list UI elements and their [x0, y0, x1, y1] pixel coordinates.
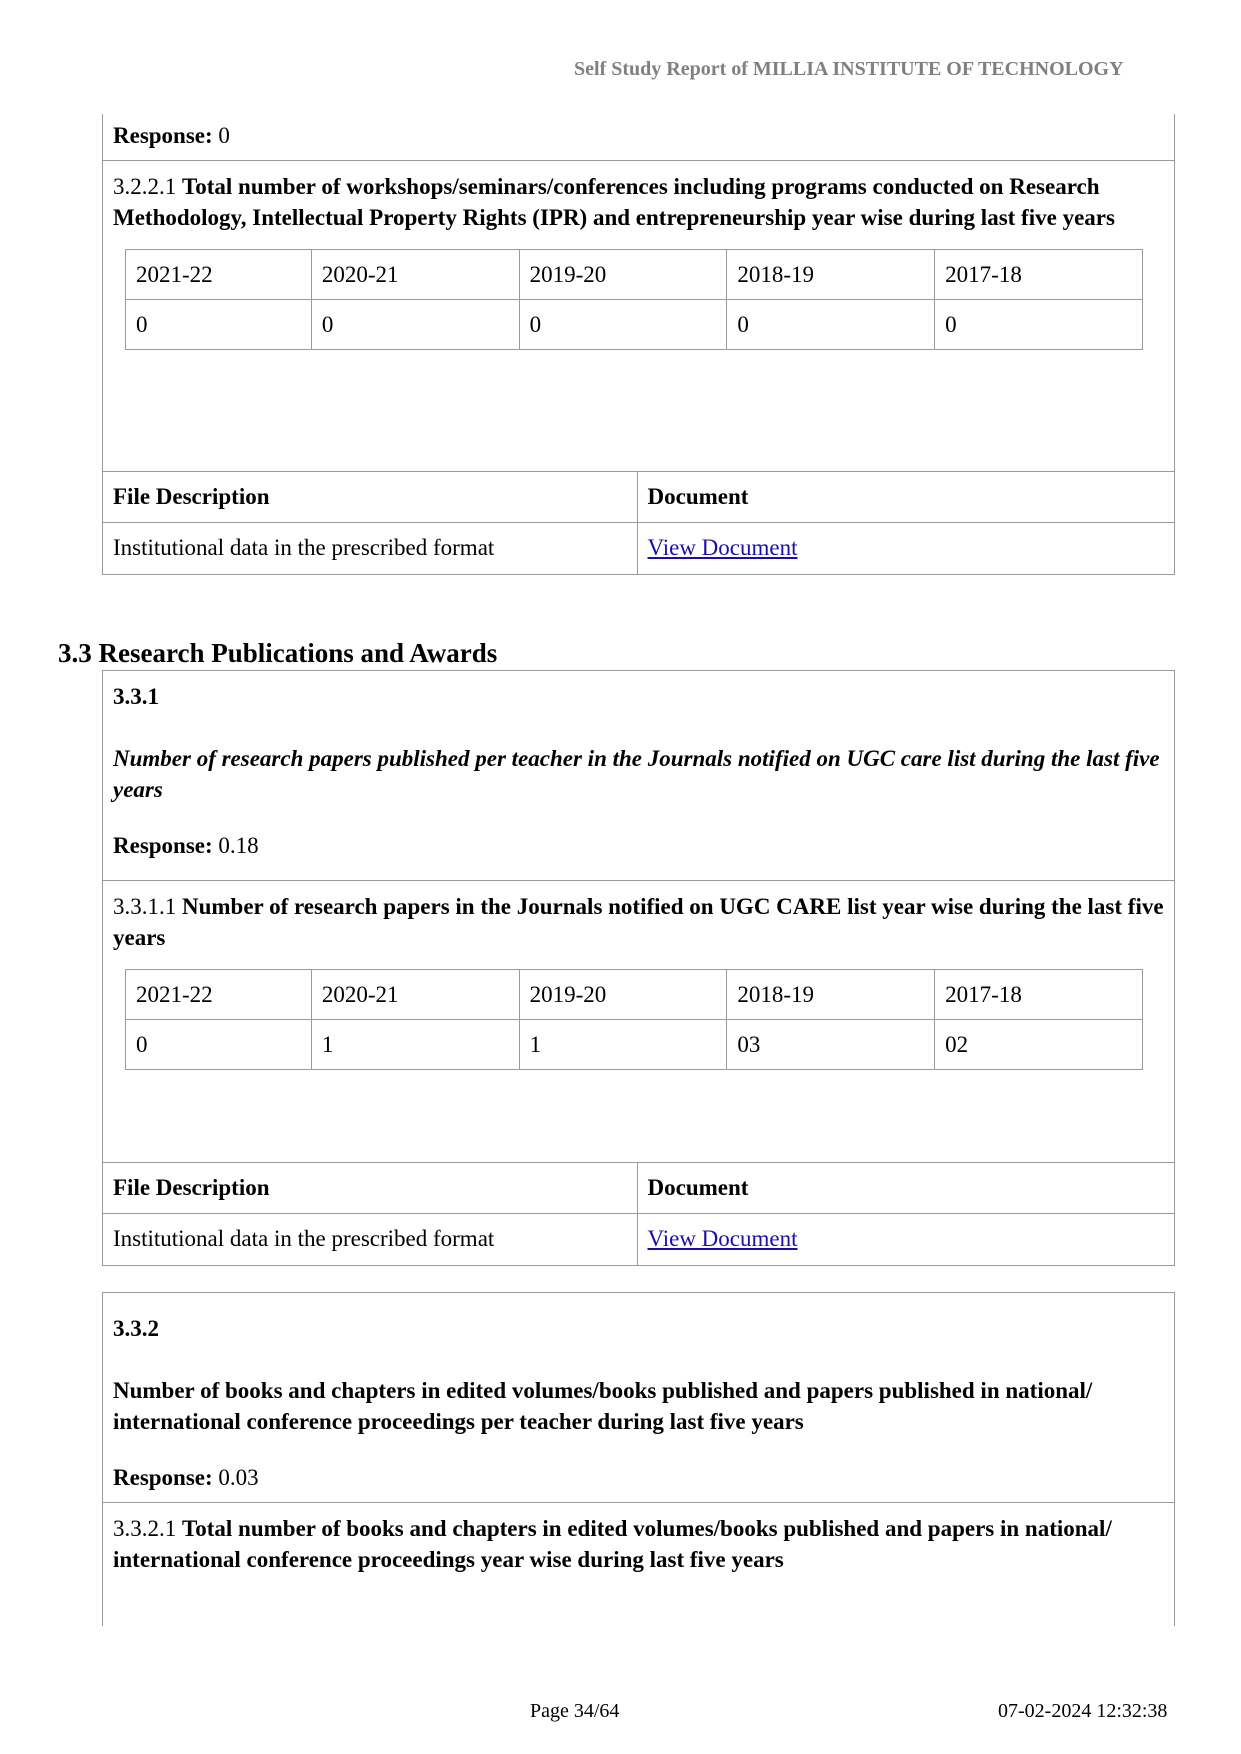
- value-cell: 0: [727, 300, 935, 350]
- view-document-link[interactable]: View Document: [647, 535, 798, 561]
- year-cell: 2017-18: [935, 250, 1143, 300]
- response-value: 0: [218, 123, 230, 148]
- value-cell: 0: [311, 300, 519, 350]
- question-text: Number of research papers published per teacher in the Journals notified on UGC care list during the last five years: [113, 746, 1160, 802]
- year-cell: 2019-20: [519, 250, 727, 300]
- year-cell: 2020-21: [311, 250, 519, 300]
- year-cell: 2021-22: [126, 970, 312, 1020]
- value-cell: 1: [519, 1020, 727, 1070]
- metric-number: 3.3.1.1: [113, 894, 177, 919]
- metric-number: 3.3.2.1: [113, 1516, 177, 1541]
- metric-block-3-3-2: [102, 1292, 1175, 1626]
- document-cell: [637, 1214, 1174, 1265]
- file-description-header: File Description: [103, 472, 637, 523]
- value-cell: 02: [935, 1020, 1143, 1070]
- response-label: Response:: [113, 123, 213, 148]
- page-number: Page 34/64: [530, 1700, 620, 1722]
- metric-id: 3.3.2: [113, 1316, 159, 1341]
- response-row: [103, 114, 1174, 160]
- metric-row: [103, 160, 1174, 471]
- response-value: 0.18: [218, 833, 259, 858]
- value-cell: 0: [519, 300, 727, 350]
- metric-text: Number of research papers in the Journals notified on UGC CARE list year wise during the last five years: [113, 894, 1164, 950]
- year-cell: 2018-19: [727, 250, 935, 300]
- document-header: Document: [637, 472, 1174, 523]
- file-description: Institutional data in the prescribed format: [103, 523, 637, 574]
- metric-block-3-3-1: [102, 670, 1175, 1266]
- print-datetime: 07-02-2024 12:32:38: [998, 1700, 1168, 1722]
- year-cell: 2019-20: [519, 970, 727, 1020]
- question-row: [103, 671, 1174, 880]
- view-document-link[interactable]: View Document: [647, 1226, 798, 1252]
- question-text: Number of books and chapters in edited volumes/books published and papers published in national/ international conference proceedings per teacher during last five years: [113, 1378, 1093, 1434]
- response-label: Response:: [113, 833, 213, 858]
- metric-number: 3.2.2.1: [113, 174, 177, 199]
- year-cell: 2017-18: [935, 970, 1143, 1020]
- file-description-header: File Description: [103, 1163, 637, 1214]
- response-value: 0.03: [218, 1465, 259, 1490]
- year-cell: 2018-19: [727, 970, 935, 1020]
- value-cell: 03: [727, 1020, 935, 1070]
- document-header: Document: [637, 1163, 1174, 1214]
- year-cell: 2021-22: [126, 250, 312, 300]
- year-cell: 2020-21: [311, 970, 519, 1020]
- file-description: Institutional data in the prescribed format: [103, 1214, 637, 1265]
- value-cell: 0: [126, 300, 312, 350]
- metric-text: Total number of workshops/seminars/conferences including programs conducted on Research Methodology, Intellectual Property Rights (IPR) and entrepreneurship year wise during last five years: [113, 174, 1115, 230]
- report-header: Self Study Report of MILLIA INSTITUTE OF TECHNOLOGY: [574, 58, 1124, 80]
- year-table: [125, 969, 1143, 1070]
- metric-row: [103, 880, 1174, 1162]
- question-row: [103, 1293, 1174, 1502]
- value-cell: 0: [126, 1020, 312, 1070]
- response-label: Response:: [113, 1465, 213, 1490]
- year-table: [125, 249, 1143, 350]
- metric-row: [103, 1502, 1174, 1585]
- file-table: [103, 1162, 1174, 1265]
- file-table: [103, 471, 1174, 574]
- value-cell: 1: [311, 1020, 519, 1070]
- section-title: 3.3 Research Publications and Awards: [58, 638, 498, 668]
- value-cell: 0: [935, 300, 1143, 350]
- document-cell: [637, 523, 1174, 574]
- metric-id: 3.3.1: [113, 684, 159, 709]
- metric-text: Total number of books and chapters in edited volumes/books published and papers in national/ international conference proceedings year wise during last five years: [113, 1516, 1112, 1572]
- metric-block-3-2-2: [102, 114, 1175, 575]
